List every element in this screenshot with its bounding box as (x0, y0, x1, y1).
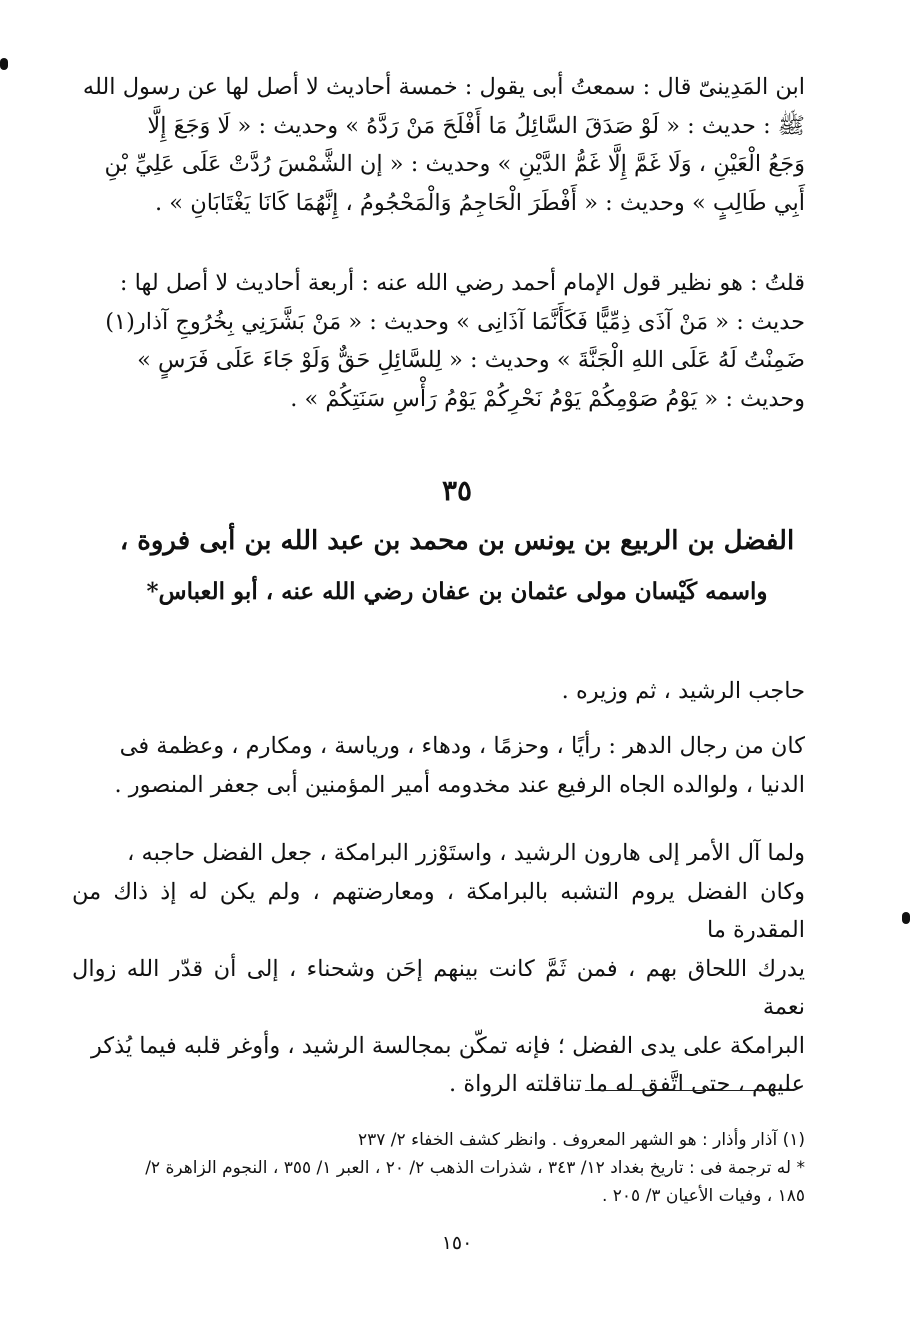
footnote-1 (72, 1126, 805, 1154)
paragraph-role (100, 672, 805, 711)
footnote-line: (١) آذار وأذار : هو الشهر المعروف . وانظر كشف الخفاء ٢/ ٢٣٧ (357, 1130, 805, 1150)
text-line: حديث : « مَنْ آذَى ذِمِّيًّا فَكَأَنَّمَا آذَانِى » وحديث : « مَنْ بَشَّرَنِي بِخُرُوجِ آذار(١) (105, 308, 805, 335)
entry-subtitle: واسمه كَيْسان مولى عثمان بن عفان رضي الله عنه ، أبو العباس* (146, 578, 768, 605)
text-line: حاجب الرشيد ، ثم وزيره . (561, 678, 805, 704)
scan-mark-right (902, 912, 910, 924)
footnote-divider (585, 1090, 793, 1091)
text-line: ابن المَدِينىّ قال : سمعتُ أبى يقول : خمسة أحاديث لا أصل لها عن رسول الله (82, 74, 805, 100)
text-line: ضَمِنْتُ لَهُ عَلَى اللهِ الْجَنَّةَ » وحديث : « لِلسَّائِلِ حَقٌّ وَلَوْ جَاءَ عَلَى فَرَسٍ » (137, 347, 805, 373)
text-line: قلتُ : هو نظير قول الإمام أحمد رضي الله عنه : أربعة أحاديث لا أصل لها : (119, 270, 805, 296)
text-line: البرامكة على يدى الفضل ؛ فإنه تمكّن بمجالسة الرشيد ، وأوغر قلبه فيما يُذكر (90, 1032, 805, 1059)
text-line: كان من رجال الدهر : رأيًا ، وحزمًا ، ودهاء ، ورياسة ، ومكارم ، وعظمة فى (119, 733, 805, 759)
paragraph-hadith-ahmad (72, 264, 805, 418)
text-line: أَبِي طَالِبٍ » وحديث : « أَفْطَرَ الْحَاجِمُ وَالْمَحْجُومُ ، إِنَّهُمَا كَانَا يَغْتَابَانِ » . (154, 189, 805, 216)
paragraph-description (72, 727, 805, 804)
text-line: ﷺ : حديث : « لَوْ صَدَقَ السَّائِلُ مَا أَفْلَحَ مَنْ رَدَّهُ » وحديث : « لَا وَجَعَ إِلَّا (147, 112, 805, 139)
paragraph-hadith-madini (72, 68, 805, 222)
paragraph-barmakids (72, 834, 805, 1104)
text-line: ولما آل الأمر إلى هارون الرشيد ، واستَوْزر البرامكة ، جعل الفضل حاجبه ، (127, 840, 805, 866)
text-line: وَجَعُ الْعَيْنِ ، وَلَا غَمَّ إِلَّا غَمُّ الدَّيْنِ » وحديث : « إن الشَّمْسَ رُدَّتْ عَلَى عَلِيِّ بْنِ (104, 151, 805, 177)
footnote-line: ١٨٥ ، وفيات الأعيان ٣/ ٢٠٥ . (601, 1186, 805, 1206)
text-line: وحديث : « يَوْمُ صَوْمِكُمْ يَوْمُ نَحْرِكُمْ يَوْمُ رَأْسِ سَنَتِكُمْ » . (290, 385, 805, 412)
footnote-line: * له ترجمة فى : تاريخ بغداد ١٢/ ٣٤٣ ، شذرات الذهب ٢/ ٢٠ ، العبر ١/ ٣٥٥ ، النجوم الزاهرة ٢/ (145, 1158, 805, 1178)
text-line: يدرك اللحاق بهم ، فمن ثَمَّ كانت بينهم إحَن وشحناء ، إلى أن قدّر الله زوال نعمة (72, 955, 805, 1020)
scan-mark-top-left (0, 58, 8, 70)
entry-title: الفضل بن الربيع بن يونس بن محمد بن عبد الله بن أبى فروة ، (119, 526, 795, 556)
text-line: وكان الفضل يروم التشبه بالبرامكة ، ومعارضتهم ، ولم يكن له إذ ذاك من المقدرة ما (72, 878, 805, 943)
footnote-biography-sources (72, 1154, 805, 1210)
text-line: عليهم ، حتى اتَّفق له ما تناقلته الرواة . (449, 1071, 805, 1097)
page-number: ١٥٠ (441, 1232, 473, 1254)
text-line: الدنيا ، ولوالده الجاه الرفيع عند مخدومه أمير المؤمنين أبى جعفر المنصور . (114, 771, 805, 798)
entry-number: ٣٥ (441, 474, 473, 507)
